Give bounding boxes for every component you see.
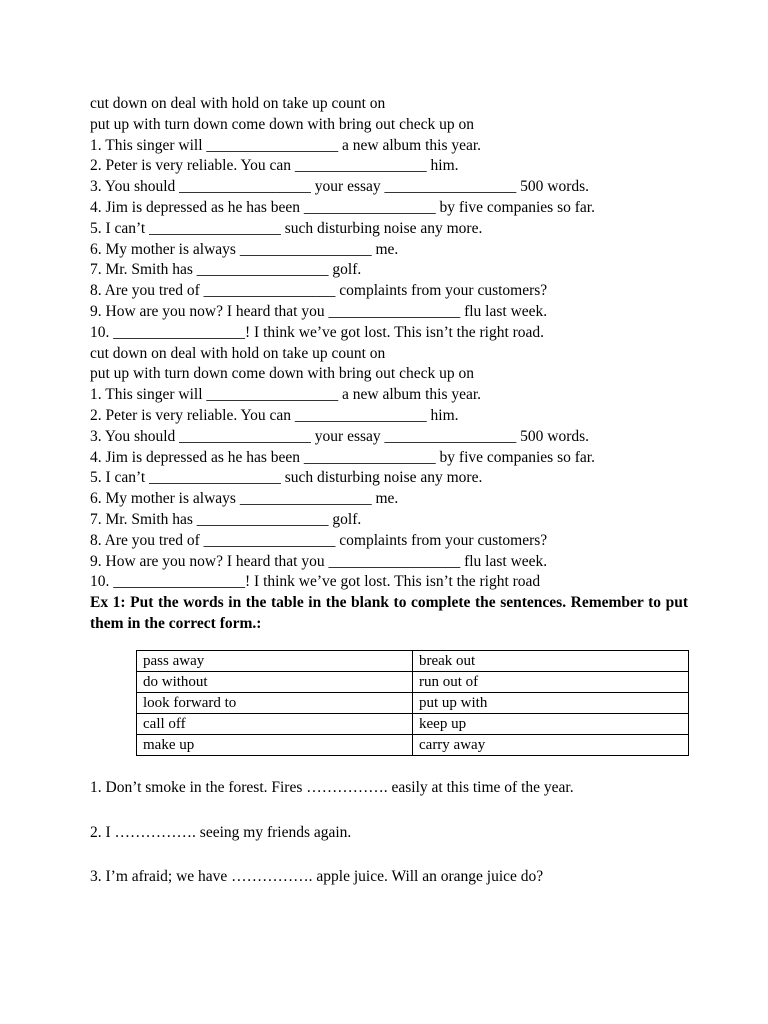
question-1: 1. This singer will _________________ a new album this year. bbox=[90, 386, 482, 404]
question-5: 5. I can’t _________________ such disturbing noise any more. bbox=[90, 469, 483, 487]
exercise-sentence-3: 3. I’m afraid; we have ……………. apple juice. Will an orange juice do? bbox=[90, 868, 544, 886]
word-bank-line: cut down on deal with hold on take up count on bbox=[90, 344, 386, 362]
question-5: 5. I can’t _________________ such disturbing noise any more. bbox=[90, 219, 483, 237]
word-table bbox=[136, 650, 689, 756]
table-row bbox=[137, 734, 689, 755]
question-9: 9. How are you now? I heard that you _________________ flu last week. bbox=[90, 552, 548, 570]
table-row bbox=[137, 713, 689, 734]
word-bank-line: put up with turn down come down with bring out check up on bbox=[90, 115, 475, 133]
phrasal-verb-set-1 bbox=[90, 94, 690, 344]
exercise-instruction: Ex 1: Put the words in the table in the blank to complete the sentences. Remember to put them in the correct form.: bbox=[90, 594, 688, 632]
exercise-sentence-2: 2. I ……………. seeing my friends again. bbox=[90, 823, 352, 841]
question-4: 4. Jim is depressed as he has been _________________ by five companies so far. bbox=[90, 198, 595, 216]
question-3: 3. You should _________________ your essay _________________ 500 words. bbox=[90, 178, 590, 196]
table-cell: look forward to bbox=[137, 692, 413, 713]
question-10: 10. _________________! I think we’ve got lost. This isn’t the right road bbox=[90, 573, 541, 591]
table-cell: put up with bbox=[413, 692, 689, 713]
question-2: 2. Peter is very reliable. You can _________________ him. bbox=[90, 157, 459, 175]
table-cell: call off bbox=[137, 713, 413, 734]
question-8: 8. Are you tred of _________________ complaints from your customers? bbox=[90, 282, 548, 300]
question-4: 4. Jim is depressed as he has been _________________ by five companies so far. bbox=[90, 448, 595, 466]
question-1: 1. This singer will _________________ a new album this year. bbox=[90, 136, 482, 154]
exercise-sentence-1: 1. Don’t smoke in the forest. Fires ……………. easily at this time of the year. bbox=[90, 778, 574, 796]
question-10: 10. _________________! I think we’ve got lost. This isn’t the right road. bbox=[90, 323, 545, 341]
question-6: 6. My mother is always _________________ me. bbox=[90, 490, 399, 508]
table-cell: make up bbox=[137, 734, 413, 755]
table-cell: pass away bbox=[137, 650, 413, 671]
document-body bbox=[90, 94, 690, 888]
table-cell: carry away bbox=[413, 734, 689, 755]
word-bank-line: put up with turn down come down with bring out check up on bbox=[90, 365, 475, 383]
question-7: 7. Mr. Smith has _________________ golf. bbox=[90, 510, 362, 528]
table-row bbox=[137, 671, 689, 692]
question-3: 3. You should _________________ your essay _________________ 500 words. bbox=[90, 427, 590, 445]
table-cell: break out bbox=[413, 650, 689, 671]
table-row bbox=[137, 650, 689, 671]
question-6: 6. My mother is always _________________ me. bbox=[90, 240, 399, 258]
table-row bbox=[137, 692, 689, 713]
question-2: 2. Peter is very reliable. You can _________________ him. bbox=[90, 406, 459, 424]
phrasal-verb-set-2 bbox=[90, 344, 690, 594]
question-9: 9. How are you now? I heard that you _________________ flu last week. bbox=[90, 302, 548, 320]
table-cell: keep up bbox=[413, 713, 689, 734]
question-7: 7. Mr. Smith has _________________ golf. bbox=[90, 261, 362, 279]
table-cell: run out of bbox=[413, 671, 689, 692]
question-8: 8. Are you tred of _________________ complaints from your customers? bbox=[90, 531, 548, 549]
word-bank-line: cut down on deal with hold on take up count on bbox=[90, 95, 386, 112]
table-cell: do without bbox=[137, 671, 413, 692]
